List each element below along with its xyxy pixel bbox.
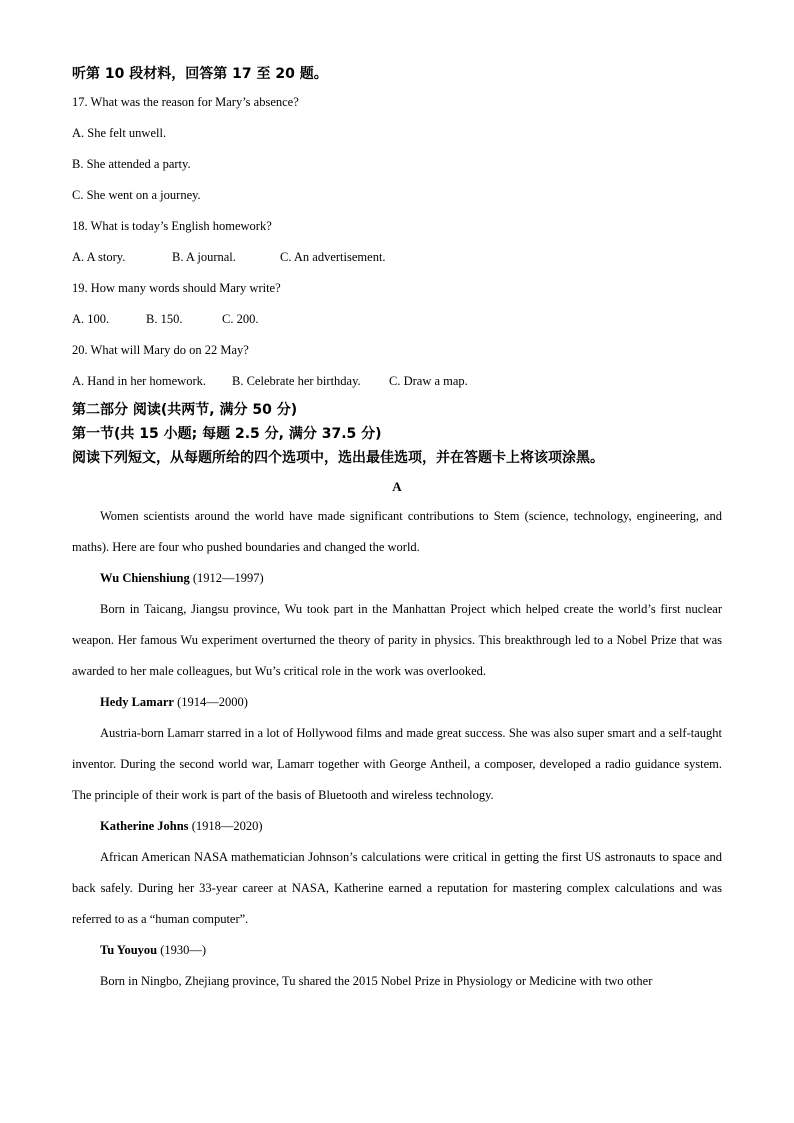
question-17-option-b: B. She attended a party. — [72, 157, 191, 171]
person-years: (1918—2020) — [188, 819, 263, 833]
part-two-title: 第二部分 阅读(共两节, 满分 50 分) — [72, 402, 298, 418]
person-bio: Born in Ningbo, Zhejiang province, Tu shared the 2015 Nobel Prize in Physiology or Medicine with two other — [100, 974, 653, 988]
person-heading — [72, 687, 722, 718]
person-name: Katherine Johns — [100, 819, 189, 833]
question-19-option-a: A. 100. — [72, 312, 110, 326]
question-20: 20. What will Mary do on 22 May? — [72, 343, 249, 357]
passage-label: A — [392, 479, 402, 494]
document-page — [72, 64, 722, 997]
question-17: 17. What was the reason for Mary’s absence? — [72, 95, 299, 109]
person-years: (1912—1997) — [189, 571, 264, 585]
question-19: 19. How many words should Mary write? — [72, 281, 281, 295]
question-18-option-b: B. A journal. — [172, 250, 236, 264]
person-heading — [72, 563, 722, 594]
question-20-option-a: A. Hand in her homework. — [72, 374, 206, 388]
passage-intro: Women scientists around the world have made significant contributions to Stem (science, technology, engineering, and maths). Here are four who pushed boundaries and changed the world. — [72, 509, 722, 554]
person-heading — [72, 811, 722, 842]
question-17-option-a: A. She felt unwell. — [72, 126, 167, 140]
reading-instruction: 阅读下列短文，从每题所给的四个选项中，选出最佳选项，并在答题卡上将该项涂黑。 — [72, 450, 604, 466]
person-years: (1930—) — [157, 943, 207, 957]
person-heading — [72, 935, 722, 966]
person-name: Tu Youyou — [100, 943, 158, 957]
person-bio: African American NASA mathematician Johnson’s calculations were critical in getting the first US astronauts to space and back safely. During her 33-year career at NASA, Katherine earned a reputation for mastering complex calculations and was referred to as a “human computer”. — [72, 850, 722, 926]
question-19-option-c: C. 200. — [222, 312, 259, 326]
listening-section-header: 听第 10 段材料，回答第 17 至 20 题。 — [72, 66, 328, 82]
person-name: Wu Chienshiung — [100, 571, 190, 585]
person-name: Hedy Lamarr — [100, 695, 174, 709]
question-18-option-a: A. A story. — [72, 250, 126, 264]
section-one-title: 第一节(共 15 小题; 每题 2.5 分, 满分 37.5 分) — [72, 426, 382, 442]
question-20-options — [72, 373, 722, 390]
person-years: (1914—2000) — [173, 695, 248, 709]
question-20-option-c: C. Draw a map. — [389, 374, 468, 388]
question-19-options — [72, 311, 722, 328]
question-19-option-b: B. 150. — [146, 312, 183, 326]
question-18: 18. What is today’s English homework? — [72, 219, 272, 233]
person-bio: Austria-born Lamarr starred in a lot of Hollywood films and made great success. She was also super smart and a self-taught inventor. During the second world war, Lamarr together with George Antheil, a composer, developed a radio guidance system. The principle of their work is part of the basis of Bluetooth and wireless technology. — [72, 726, 722, 802]
question-17-option-c: C. She went on a journey. — [72, 188, 201, 202]
question-20-option-b: B. Celebrate her birthday. — [232, 374, 361, 388]
person-bio: Born in Taicang, Jiangsu province, Wu took part in the Manhattan Project which helped create the world’s first nuclear weapon. Her famous Wu experiment overturned the theory of parity in physics. This breakthrough led to a Nobel Prize that was awarded to her male colleagues, but Wu’s critical role in the work was overlooked. — [72, 602, 722, 678]
question-18-option-c: C. An advertisement. — [280, 250, 386, 264]
question-18-options — [72, 249, 722, 266]
